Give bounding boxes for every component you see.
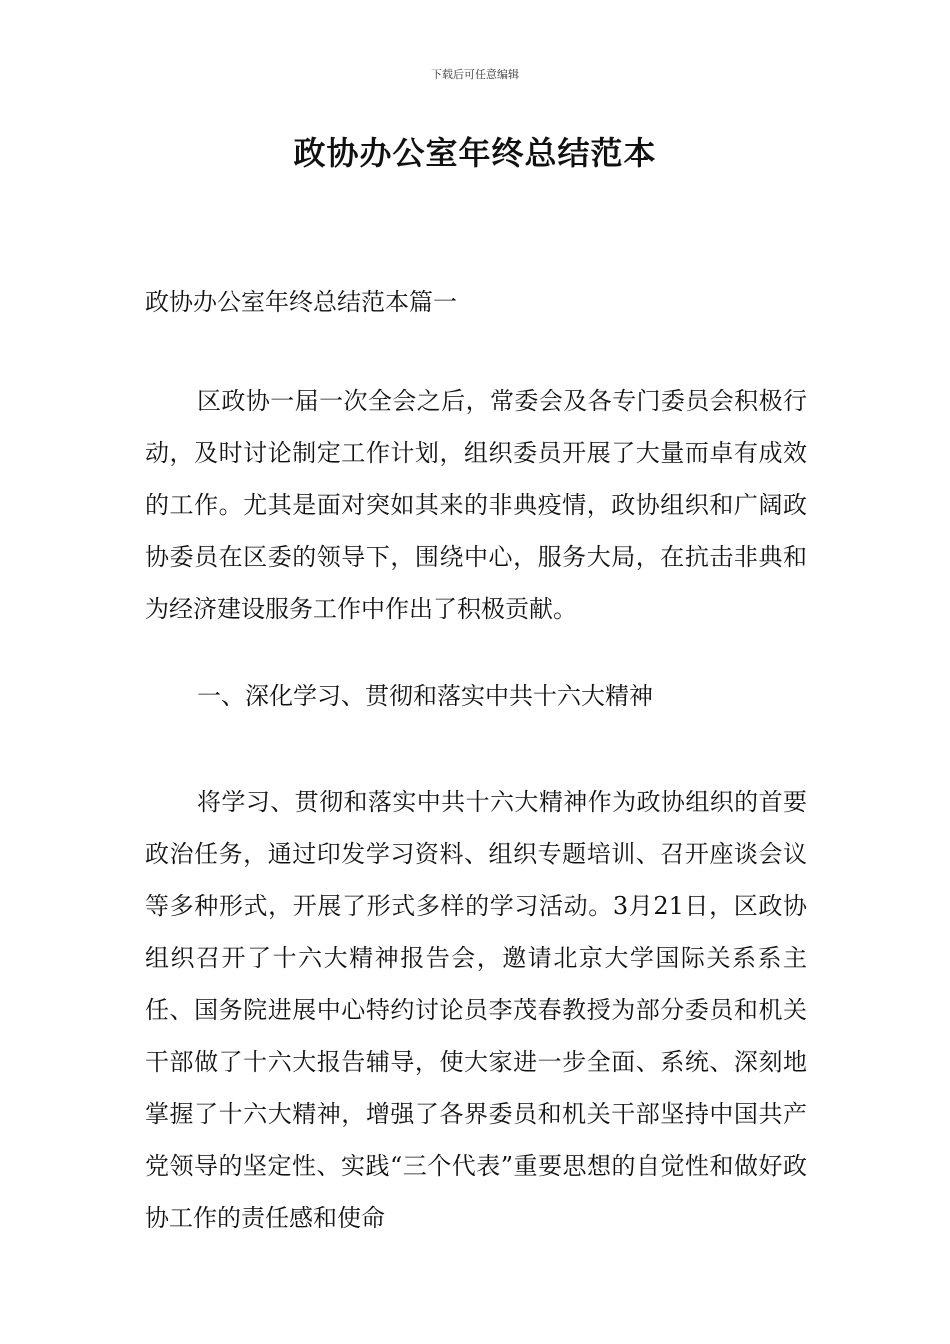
paragraph-section-one: 将学习、贯彻和落实中共十六大精神作为政协组织的首要政治任务，通过印发学习资料、组织专题培训、召开座谈会议等多种形式，开展了形式多样的学习活动。3月21日，区政协组织召开了十六大精神报告会，邀请北京大学国际关系系主任、国务院进展中心特约讨论员李茂春教授为部分委员和机关干部做了十六大报告辅导，使大家进一步全面、系统、深刻地掌握了十六大精神，增强了各界委员和机关干部坚持中国共产党领导的坚定性、实践“三个代表”重要思想的自觉性和做好政协工作的责任感和使命 — [145, 788, 807, 1232]
page-title: 政协办公室年终总结范本 — [293, 134, 657, 172]
header-note: 下载后可任意编辑 — [431, 68, 519, 81]
paragraph-intro: 区政协一届一次全会之后，常委会及各专门委员会积极行动，及时讨论制定工作计划，组织委员开展了大量而卓有成效的工作。尤其是面对突如其来的非典疫情，政协组织和广阔政协委员在区委的领导下，围绕中心，服务大局，在抗击非典和为经济建设服务工作中作出了积极贡献。 — [145, 387, 807, 623]
section-heading: 一、深化学习、贯彻和落实中共十六大精神 — [197, 682, 653, 710]
document-subtitle: 政协办公室年终总结范本篇一 — [145, 288, 457, 316]
